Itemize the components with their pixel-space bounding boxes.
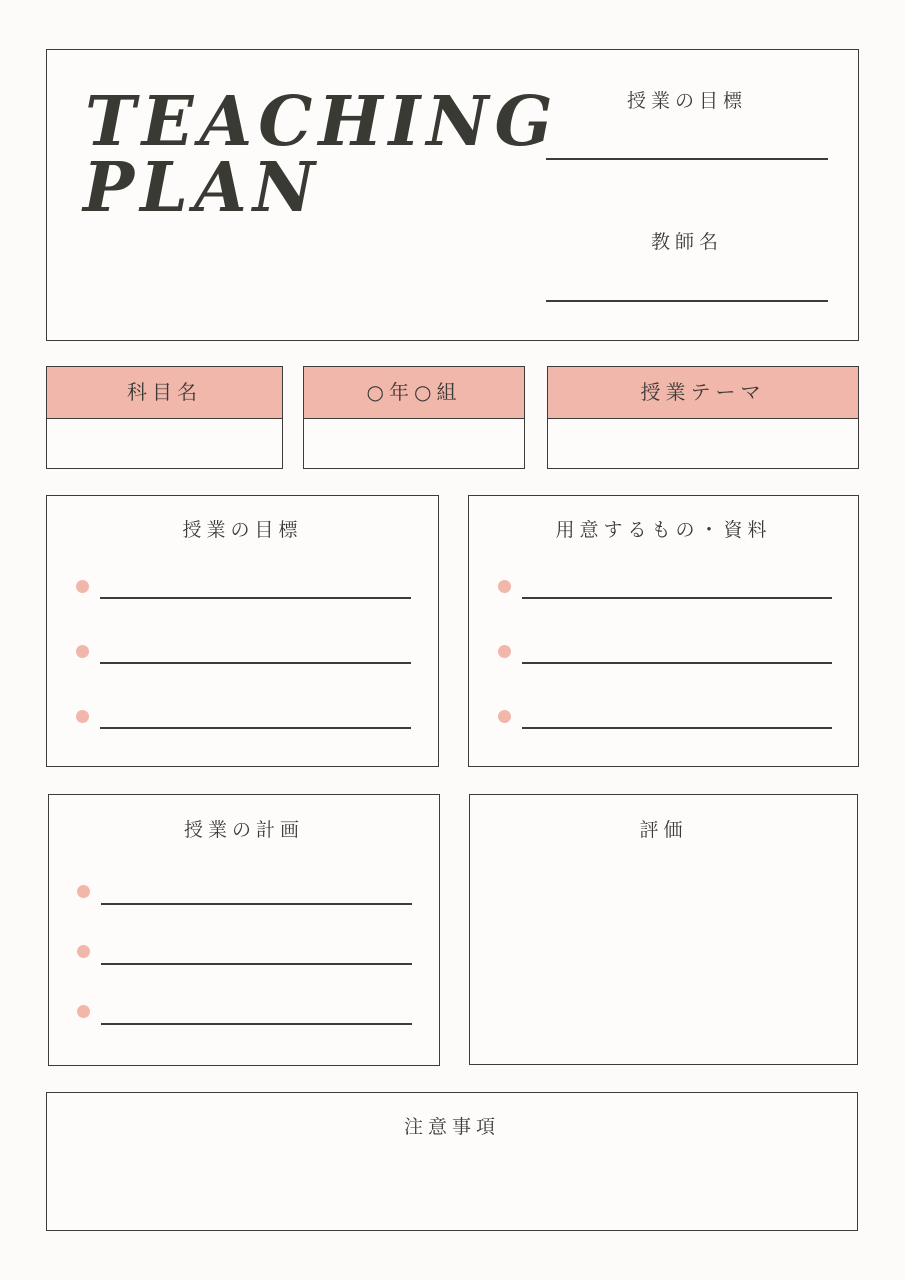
objectives-section: [46, 495, 439, 767]
subject-header: [47, 367, 282, 419]
theme-box[interactable]: [547, 366, 859, 469]
material-line-2[interactable]: [522, 662, 832, 664]
theme-label: 授業テーマ: [640, 380, 766, 404]
header-teacher-field[interactable]: [546, 300, 828, 302]
theme-header: [548, 367, 858, 419]
bullet-dot: [498, 645, 511, 658]
class-label: ○年○組: [366, 380, 462, 404]
class-header: [304, 367, 524, 419]
subject-label: 科目名: [127, 380, 202, 404]
plan-title: 授業の計画: [183, 819, 304, 841]
header-teacher-label: 教師名: [650, 231, 723, 253]
title-plan: PLAN: [83, 148, 321, 228]
materials-title: 用意するもの・資料: [555, 519, 772, 541]
bullet-dot: [498, 580, 511, 593]
objective-line-3[interactable]: [100, 727, 411, 729]
bullet-dot: [77, 1005, 90, 1018]
subject-box[interactable]: [46, 366, 283, 469]
class-box[interactable]: [303, 366, 525, 469]
evaluation-title: 評価: [639, 819, 688, 841]
bullet-dot: [76, 645, 89, 658]
header-objective-label: 授業の目標: [626, 90, 747, 112]
objective-line-1[interactable]: [100, 597, 411, 599]
bullet-dot: [76, 580, 89, 593]
plan-line-1[interactable]: [101, 903, 412, 905]
evaluation-section[interactable]: [469, 794, 858, 1065]
material-line-3[interactable]: [522, 727, 832, 729]
objectives-title: 授業の目標: [182, 519, 303, 541]
plan-section: [48, 794, 440, 1066]
notes-section[interactable]: [46, 1092, 858, 1231]
plan-line-2[interactable]: [101, 963, 412, 965]
material-line-1[interactable]: [522, 597, 832, 599]
header-objective-field[interactable]: [546, 158, 828, 160]
notes-title: 注意事項: [403, 1116, 500, 1138]
bullet-dot: [498, 710, 511, 723]
plan-line-3[interactable]: [101, 1023, 412, 1025]
header-box: [46, 49, 859, 341]
bullet-dot: [76, 710, 89, 723]
title-teaching: TEACHING: [85, 82, 559, 162]
materials-section: [468, 495, 859, 767]
bullet-dot: [77, 945, 90, 958]
objective-line-2[interactable]: [100, 662, 411, 664]
bullet-dot: [77, 885, 90, 898]
